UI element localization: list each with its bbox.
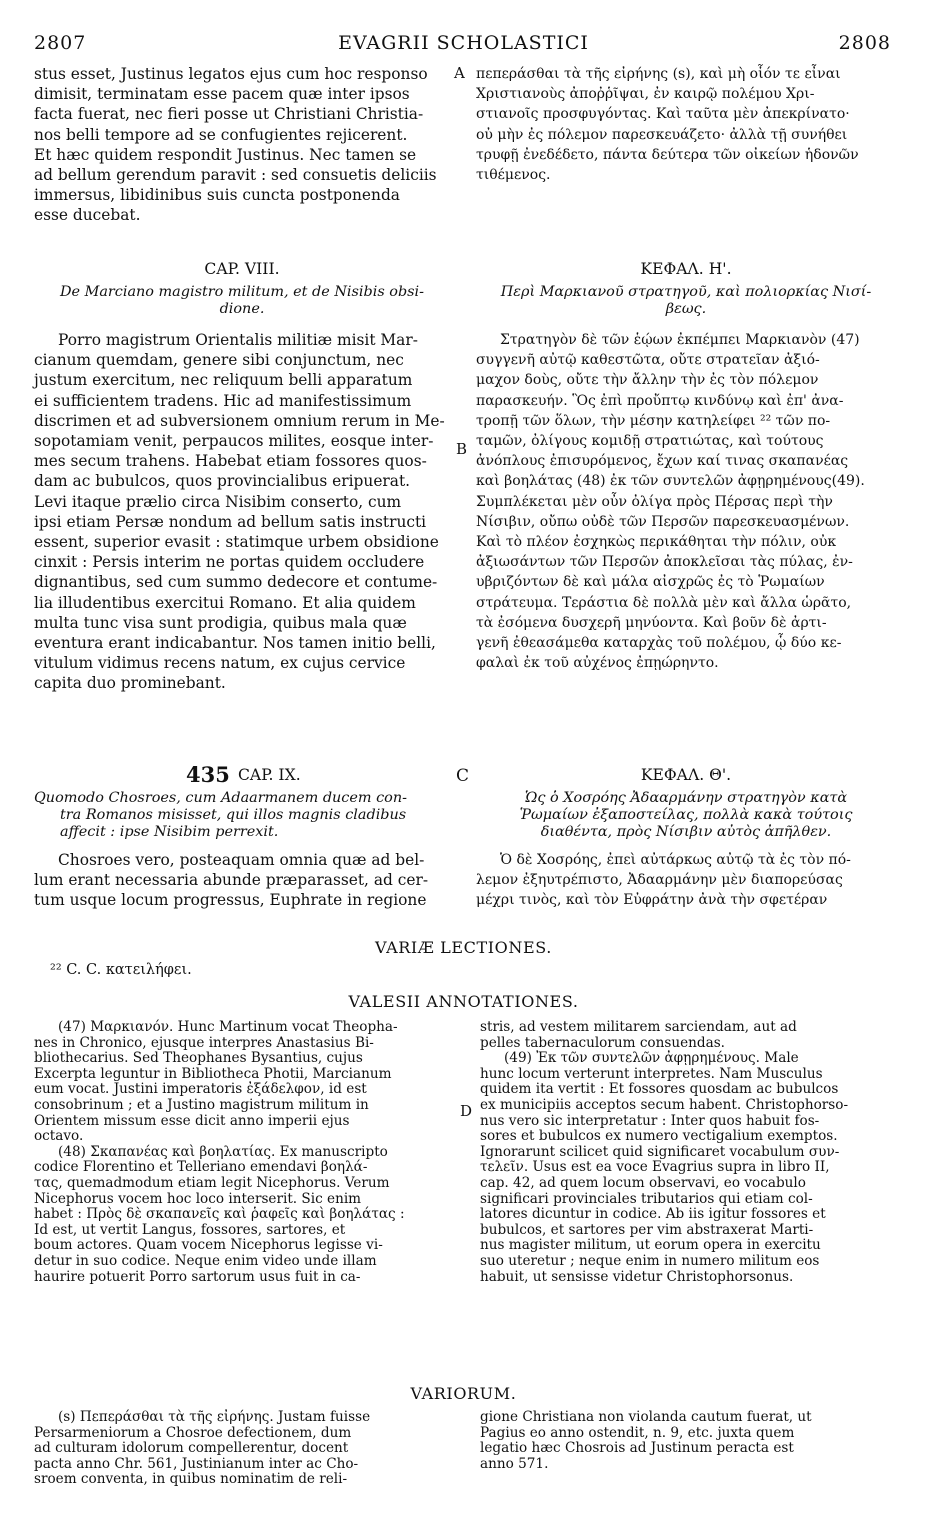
note-line: sores et bubulcos ex numero vectigalium exemptos.: [480, 1128, 838, 1145]
text-line: μέχρι τινὸς, καὶ τὸν Εὐφράτην ἀνὰ τὴν σφετέραν: [476, 892, 828, 909]
note-line: detur in suo codice. Neque enim video unde illam: [34, 1252, 377, 1269]
text-line: facta fuerat, nec fieri posse ut Christiani Christia-: [34, 105, 424, 124]
note-line: gione Christiana non violanda cautum fuerat, ut: [480, 1409, 812, 1425]
text-line: cinxit : Persis interim ne portas quidem occludere: [34, 553, 425, 572]
text-line: συγγενῆ αὐτῷ καθεστῶτα, οὔτε στρατεῖαν ἀξιό-: [476, 352, 820, 369]
text-line: Chosroes vero, posteaquam omnia quæ ad bel-: [58, 851, 425, 869]
text-line: ταμῶν, ὀλίγους κομιδῇ στρατιώτας, καὶ τούτους: [476, 433, 824, 450]
text-line: τρυφῇ ἐνεδέδετο, πάντα δεύτερα τῶν οἰκείων ἡδονῶν: [476, 146, 859, 163]
title-line: Quomodo Chosroes, cum Adaarmanem ducem con-: [34, 790, 407, 806]
text-line: dimisit, terminatam esse pacem quæ inter ipsos: [34, 85, 410, 104]
text-line: Ὁ δὲ Χοσρόης, ἐπεὶ αὐτάρκως αὐτῷ τὰ ἐς τὸν πό-: [500, 852, 851, 868]
running-title: EVAGRII SCHOLASTICI: [338, 32, 589, 54]
text-line: στιανοῖς προσφυγόντας. Καὶ ταῦτα μὲν ἀπεκρίνατο·: [476, 106, 850, 123]
text-line: τροπῇ τῶν ὅλων, τὴν μέσην κατηλείφει ²² τῶν πο-: [476, 412, 831, 429]
chapter-heading: ΚΕΦΑΛ. Θ'.: [640, 766, 732, 784]
note-line: Pagius eo anno ostendit, n. 9, etc. juxta quem: [480, 1424, 795, 1441]
chapter-title: [34, 284, 450, 318]
chapter-heading: CAP. IX.: [238, 766, 301, 784]
note-line: (s) Πεπεράσθαι τὰ τῆς εἰρήνης. Justam fuisse: [58, 1409, 371, 1425]
text-line: justum exercitum, nec reliquum belli apparatum: [34, 371, 413, 390]
note-line: bubulcos, et sartores per vim abstraxerat Marti-: [480, 1221, 814, 1238]
text-line: ad bellum gerendum paravit : sed consuetis deliciis: [34, 166, 437, 185]
note-line: pacta anno Chr. 561, Justinianum inter ac Cho-: [34, 1455, 359, 1472]
title-line: Ῥωμαίων ἐξαποστείλας, πολλὰ κακὰ τούτοις: [519, 807, 853, 823]
variorum-right: [480, 1410, 898, 1472]
text-line: Συμπλέκεται μὲν οὖν ὀλίγα πρὸς Πέρσας περὶ τὴν: [476, 493, 833, 510]
note-line: consobrinum ; et a Justino magistrum militum in: [34, 1096, 369, 1113]
page-number-left: 2807: [34, 32, 87, 54]
note-line: eum vocat. Justini imperatoris ἐξάδελφον, id est: [34, 1081, 367, 1098]
note-line: τας, quemadmodum etiam legit Nicephorus. Verum: [34, 1174, 390, 1191]
note-line: latores dicuntur in codice. Ab iis igitur fossores et: [480, 1206, 826, 1223]
text-line: lum erant necessaria abunde præparasset, ad cer-: [34, 871, 429, 890]
note-line: Orientem missum esse dicit anno imperii ejus: [34, 1112, 350, 1129]
text-line: dam ac bubulcos, quos provincialibus eripuerat.: [34, 472, 411, 491]
text-line: vitulum vidimus recens natum, ex cujus cervice: [34, 654, 406, 673]
note-line: nes in Chronico, ejusque interpres Anastasius Bi-: [34, 1034, 374, 1051]
chapter-title: [34, 790, 450, 841]
title-line: Περὶ Μαρκιανοῦ στρατηγοῦ, καὶ πολιορκίας Νισί-: [500, 284, 872, 300]
annotations-right: [480, 1020, 898, 1285]
latin-top-text: [34, 64, 450, 226]
margin-mark-a: A: [454, 64, 465, 82]
text-line: eventura erant indicabantur. Nos tamen initio belli,: [34, 634, 436, 653]
text-line: capita duo prominebant.: [34, 674, 226, 693]
chapter-body: [476, 850, 896, 911]
note-line: nus vero sic interpretatur : Inter quos habuit fos-: [480, 1112, 820, 1129]
note-line: significari provinciales tributarios qui etiam col-: [480, 1190, 813, 1207]
margin-mark-b: B: [456, 440, 468, 458]
text-line: φαλαὶ ἐκ τοῦ αὐχένος ἐπῃώρηντο.: [476, 655, 719, 672]
text-line: τὰ ἐσόμενα δυσχερῆ μηνύοντα. Καὶ βοῦν δὲ ἀρτι-: [476, 614, 827, 631]
text-line: οὐ μὴν ἐς πόλεμον παρεσκευάζετο· ἀλλὰ τῇ συνήθει: [476, 126, 848, 143]
text-line: essent, superior evasit : statimque urbem obsidione: [34, 533, 439, 552]
section-heading-variorum: VARIORUM.: [410, 1384, 517, 1403]
note-line: quidem ita vertit : Et fossores quosdam ac bubulcos: [480, 1081, 839, 1098]
text-line: tum usque locum progressus, Euphrate in regione: [34, 891, 427, 910]
text-line: discrimen et ad subversionem omnium rerum in Me-: [34, 411, 445, 430]
note-line: ad culturam idolorum compellerentur, docent: [34, 1440, 349, 1457]
text-line: stus esset, Justinus legatos ejus cum hoc responso: [34, 65, 428, 83]
text-line: Καὶ τὸ πλέον ἐσχηκὼς περικάθηται τὴν πόλιν, οὐκ: [476, 534, 837, 551]
title-line: tra Romanos misisset, qui illos magnis cladibus: [60, 807, 407, 823]
note-line: suo uteretur ; neque enim in numero militum eos: [480, 1252, 820, 1269]
section-heading-valesii: VALESII ANNOTATIONES.: [348, 992, 579, 1011]
text-line: λεμον ἐξηυτρέπιστο, Ἀδααρμάνην μὲν διαπορεύσας: [476, 872, 843, 889]
note-line: Persarmeniorum a Chosroe defectionem, dum: [34, 1424, 352, 1441]
text-line: τιθέμενος.: [476, 167, 551, 184]
text-line: esse ducebat.: [34, 206, 141, 225]
chapter-body: [476, 330, 896, 673]
note-line: τελεῖν. Usus est ea voce Evagrius supra in libro II,: [480, 1159, 830, 1176]
text-line: lia illudentibus exercitui Romano. Et alia quidem: [34, 593, 416, 612]
chapter-body: [34, 850, 450, 911]
note-line: (47) Μαρκιανόν. Hunc Martinum vocat Theopha-: [58, 1019, 398, 1035]
text-line: nos belli tempore ad se confugientes rejicerent.: [34, 125, 408, 144]
text-line: πεπεράσθαι τὰ τῆς εἰρήνης (s), καὶ μὴ οἷόν τε εἶναι: [476, 66, 841, 82]
note-line: hunc locum verterunt interpretes. Nam Musculus: [480, 1065, 823, 1082]
note-line: habuit, ut sensisse videtur Christophorsonus.: [480, 1268, 794, 1285]
text-line: mes secum trahens. Habebat etiam fossores quos-: [34, 452, 427, 471]
chapter-heading: CAP. VIII.: [204, 260, 280, 278]
note-line: cap. 42, ad quem locum observavi, eo vocabulo: [480, 1174, 806, 1191]
column-number: [186, 762, 230, 787]
note-line: anno 571.: [480, 1455, 549, 1472]
text-line: υβριζόντων δὲ καὶ μάλα αἰσχρῶς ἐς τὸ Ῥωμαίων: [476, 574, 825, 591]
title-line: Ὡς ὁ Χοσρόης Ἀδααρμάνην στρατηγὸν κατὰ: [524, 790, 848, 806]
margin-mark-c: C: [456, 766, 470, 786]
text-line: Et hæc quidem respondit Justinus. Nec tamen se: [34, 145, 417, 164]
text-line: Στρατηγὸν δὲ τῶν ἑῴων ἐκπέμπει Μαρκιανὸν (47): [500, 332, 860, 348]
text-line: ἀξιωσάντων τῶν Περσῶν ἀποκλεῖσαι τὰς πύλας, ἐν-: [476, 554, 853, 571]
note-line: stris, ad vestem militarem sarciendam, aut ad: [480, 1019, 797, 1035]
text-line: μαχον δοὺς, οὔτε τὴν ἄλλην τὴν ἐς τὸν πόλεμον: [476, 372, 819, 389]
variant-reading: ²² C. C. κατειλήφει.: [50, 962, 192, 978]
chapter-body: [34, 330, 450, 694]
note-line: habet : Πρὸς δὲ σκαπανεῖς καὶ ῥαφεῖς καὶ βοηλάτας :: [34, 1206, 405, 1223]
text-line: Levi itaque prælio circa Nisibim conserto, cum: [34, 492, 402, 511]
text-line: ἀνόπλους ἐπισυρόμενος, ἔχων καί τινας σκαπανέας: [476, 453, 849, 470]
note-line: haurire potuerit Porro sartorum usus fuit in ca-: [34, 1268, 361, 1285]
note-line: (49) Ἐκ τῶν συντελῶν ἀφῃρημένους. Male: [504, 1050, 799, 1067]
note-line: bliothecarius. Sed Theophanes Bysantius, cujus: [34, 1050, 363, 1067]
note-line: (48) Σκαπανέας καὶ βοηλατίας. Ex manuscripto: [58, 1143, 388, 1160]
title-line: dione.: [219, 301, 265, 317]
note-line: legatio hæc Chosrois ad Justinum peracta est: [480, 1440, 794, 1457]
title-line: βεως.: [665, 301, 707, 317]
note-line: Nicephorus vocem hoc loco interserit. Sic enim: [34, 1190, 362, 1207]
text-line: ei sufficientem tradens. Hic ad manifestissimum: [34, 391, 412, 410]
text-line: παρασκευήν. Ὃς ἐπὶ προὔπτῳ κινδύνῳ καὶ ἐπ' ἀνα-: [476, 392, 844, 409]
text-line: immersus, libidinibus suis cuncta postponenda: [34, 186, 400, 205]
section-heading-variae: VARIÆ LECTIONES.: [375, 938, 552, 957]
text-line: dignantibus, sed cum summo dedecore et contume-: [34, 573, 438, 592]
text-line: cianum quemdam, genere sibi conjunctum, nec: [34, 351, 404, 370]
page-number-right: 2808: [838, 32, 891, 54]
greek-top-text: [476, 64, 896, 185]
note-line: nus magister militum, ut eorum opera in exercitu: [480, 1237, 821, 1254]
note-line: Excerpta leguntur in Bibliotheca Photii, Marcianum: [34, 1065, 392, 1082]
chapter-title: [476, 790, 896, 841]
annotations-left: [34, 1020, 452, 1285]
title-line: affecit : ipse Nisibim perrexit.: [60, 824, 279, 840]
note-line: Id est, ut vertit Langus, fossores, sartores, et: [34, 1221, 346, 1238]
note-line: sroem conventa, in quibus nominatim de reli-: [34, 1471, 348, 1488]
note-line: Ignorarunt scilicet quid significaret vocabulum συν-: [480, 1143, 840, 1160]
variorum-left: [34, 1410, 452, 1488]
chapter-title: [476, 284, 896, 318]
note-line: ex municipiis acceptos secum habent. Christophorso-: [480, 1096, 849, 1113]
text-line: ipsi etiam Persæ nondum ad bellum satis instructi: [34, 512, 427, 531]
text-line: στράτευμα. Τεράστια δὲ πολλὰ μὲν καὶ ἄλλα ὡρᾶτο,: [476, 594, 852, 611]
text-line: Χριστιανοὺς ἀποῤῥῖψαι, ἐν καιρῷ πολέμου Χρι-: [476, 86, 815, 103]
note-line: pelles tabernaculorum consuendas.: [480, 1034, 726, 1051]
text-line: multa tunc visa sunt prodigia, quibus mala quæ: [34, 613, 407, 632]
note-line: boum actores. Quam vocem Nicephorus legisse vi-: [34, 1237, 383, 1254]
column-number-text: 435: [186, 762, 230, 787]
text-line: γενῆ ἐθεασάμεθα καταρχὰς τοῦ πολέμου, ᾧ δύο κε-: [476, 635, 842, 652]
title-line: διαθέντα, πρὸς Νίσιβιν αὐτὸς ἀπῆλθεν.: [540, 824, 832, 840]
chapter-heading: ΚΕΦΑΛ. Η'.: [640, 260, 732, 278]
text-line: Νίσιβιν, οὔπω οὐδὲ τῶν Περσῶν παρεσκευασμένων.: [476, 513, 850, 530]
note-line: octavo.: [34, 1128, 84, 1145]
margin-mark-d: D: [460, 1102, 473, 1120]
text-line: sopotamiam venit, perpaucos milites, eosque inter-: [34, 432, 434, 451]
text-line: καὶ βοηλάτας (48) ἐκ τῶν συντελῶν ἀφῃρημένους(49).: [476, 473, 865, 490]
note-line: codice Florentino et Telleriano emendavi βοηλά-: [34, 1159, 368, 1176]
title-line: De Marciano magistro militum, et de Nisibis obsi-: [59, 284, 425, 300]
text-line: Porro magistrum Orientalis militiæ misit Mar-: [58, 331, 418, 349]
